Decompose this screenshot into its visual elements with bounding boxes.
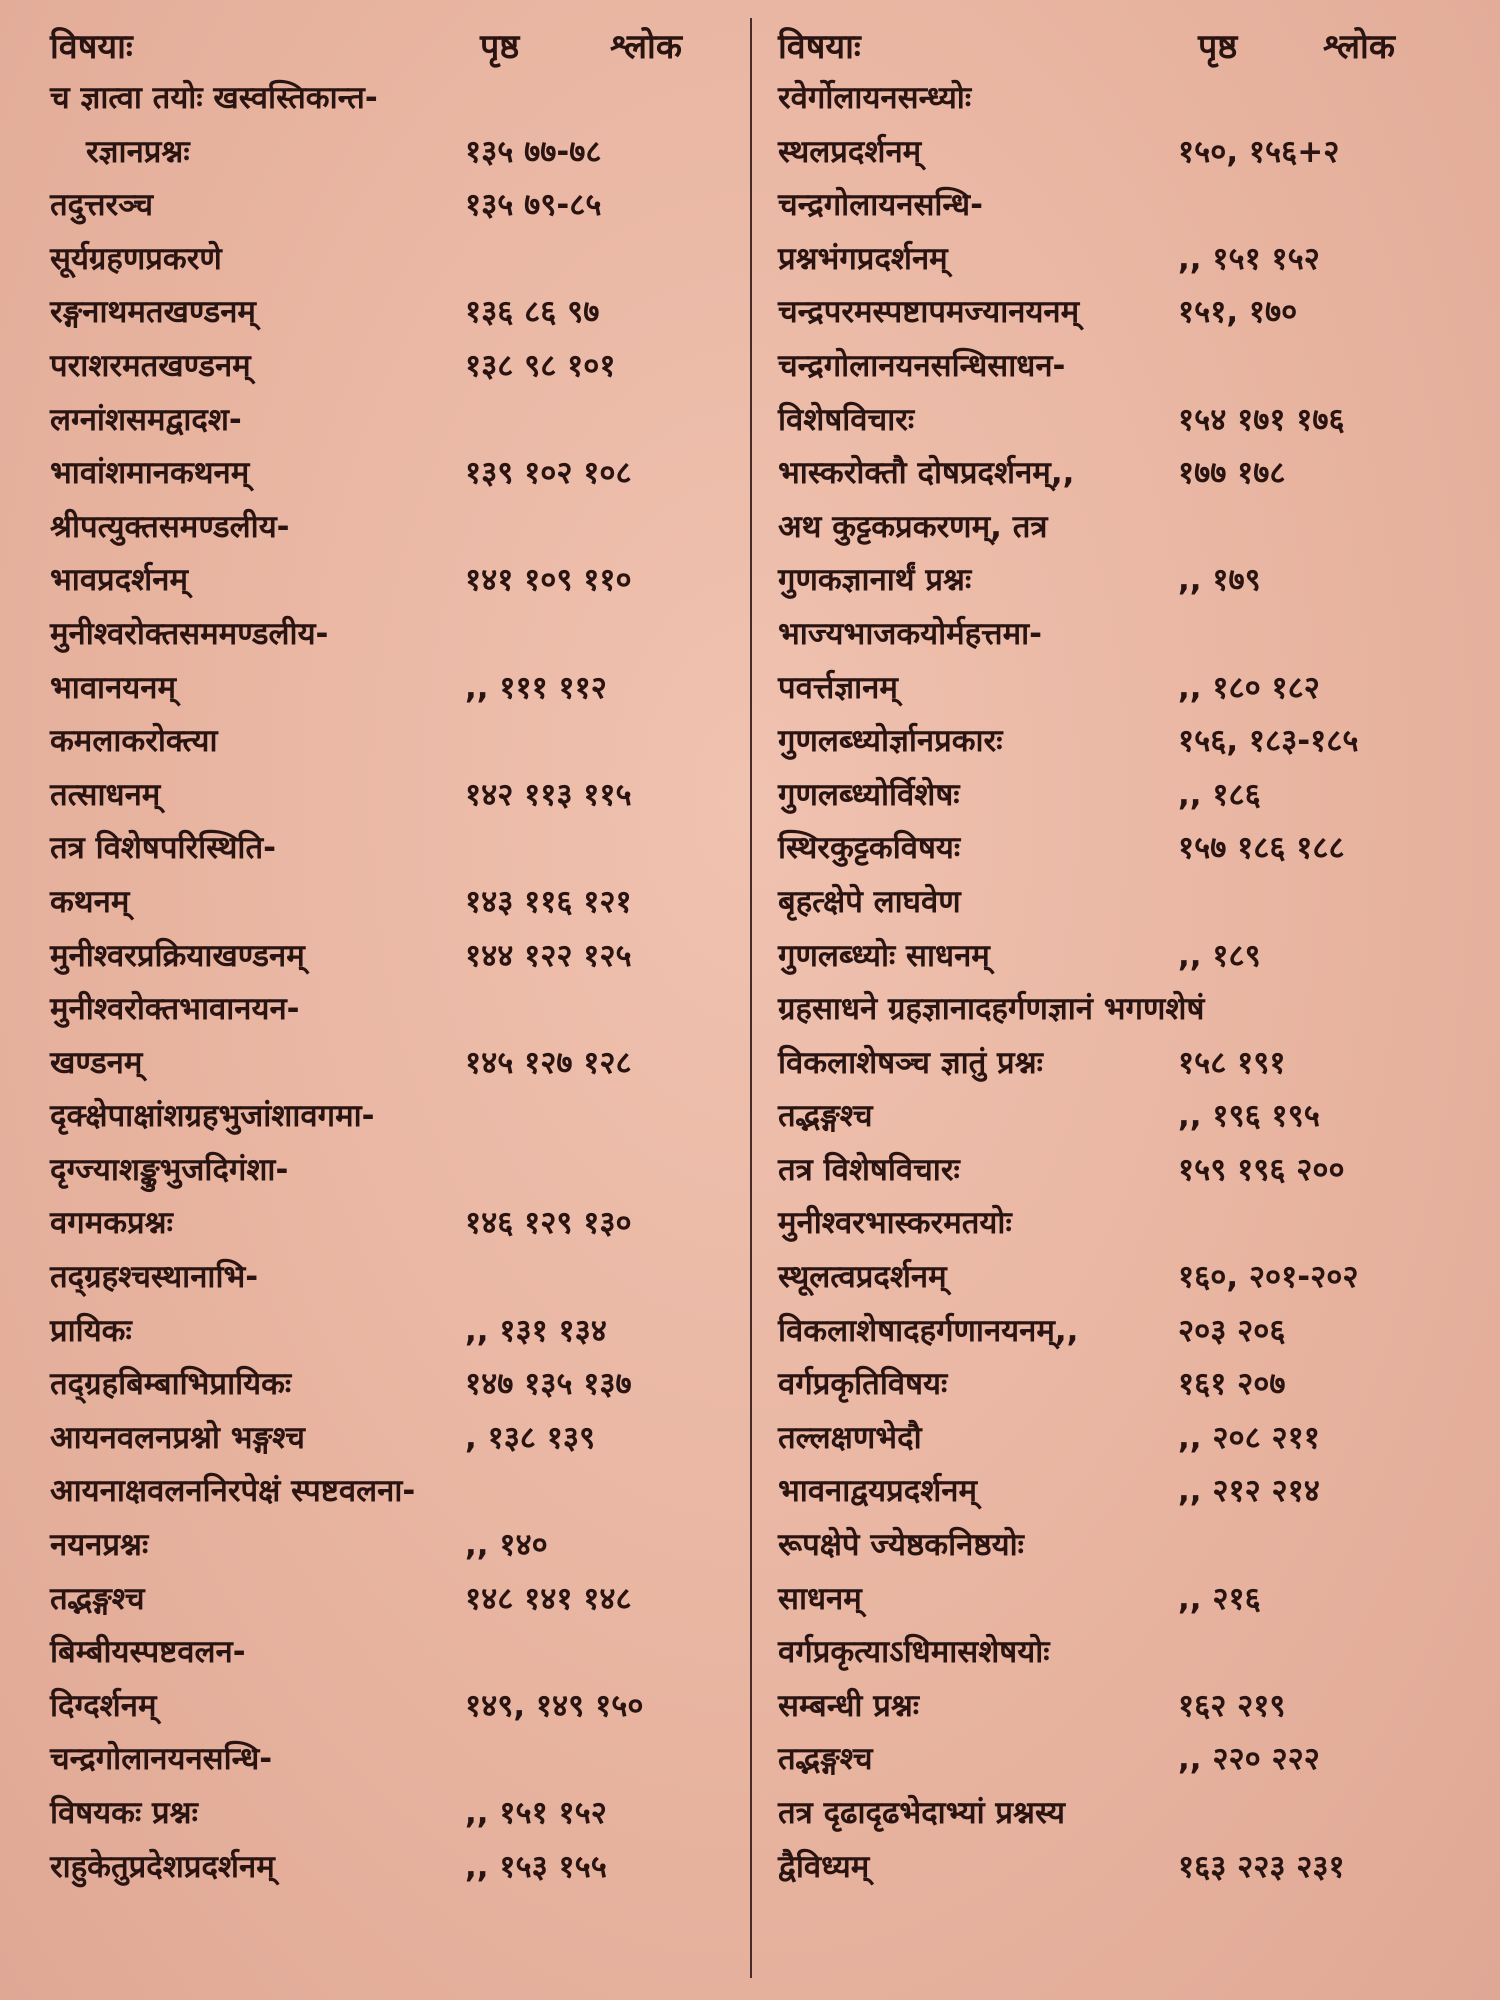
contents-entry	[50, 1195, 750, 1249]
entry-title: मुनीश्वरभास्करमतयोः	[778, 1205, 1012, 1242]
entry-title: भावांशमानकथनम्	[50, 455, 250, 492]
entry-page-shloka: ,, १८६	[1178, 776, 1261, 813]
entry-title: खण्डनम्	[50, 1044, 143, 1081]
contents-entry	[778, 1571, 1468, 1625]
contents-entry	[50, 392, 750, 446]
entry-page-shloka: ,, १७९	[1178, 562, 1261, 599]
contents-entry	[778, 928, 1468, 982]
entry-page-shloka: ,, १४०	[465, 1527, 548, 1564]
contents-entry	[50, 1088, 750, 1142]
column-divider	[750, 18, 752, 1978]
entry-title: गुणलब्ध्योर्विशेषः	[778, 776, 960, 813]
entry-page-shloka: १४२ ११३ ११५	[465, 776, 632, 813]
contents-entry	[50, 1142, 750, 1196]
entry-title: विषयकः प्रश्नः	[50, 1795, 198, 1831]
entry-title: तद्भङ्गश्च	[50, 1580, 145, 1617]
contents-entry	[778, 1731, 1468, 1785]
contents-entry	[778, 606, 1468, 660]
entry-title: कमलाकरोक्त्या	[50, 723, 218, 760]
contents-entry	[50, 552, 750, 606]
entry-page-shloka: १६१ २०७	[1178, 1366, 1286, 1403]
contents-entry	[778, 284, 1468, 338]
entry-title: तत्र दृढादृढभेदाभ्यां प्रश्नस्य	[778, 1795, 1066, 1831]
contents-entry	[778, 392, 1468, 446]
contents-entry	[50, 124, 750, 178]
entry-title: पराशरमतखण्डनम्	[50, 347, 251, 384]
contents-entry	[778, 820, 1468, 874]
right-header	[778, 18, 1468, 70]
entry-title: तत्साधनम्	[50, 776, 161, 813]
contents-entry	[778, 338, 1468, 392]
entry-title: विकलाशेषादहर्गणानयनम्,,	[778, 1312, 1079, 1349]
entry-title: दृग्ज्याशङ्कुभुजदिगंशा-	[50, 1151, 289, 1188]
entry-page-shloka: १५६, १८३-१८५	[1178, 723, 1359, 760]
entry-title: राहुकेतुप्रदेशप्रदर्शनम्	[50, 1848, 275, 1885]
entry-page-shloka: ,, १५३ १५५	[465, 1848, 607, 1885]
entry-title: च ज्ञात्वा तयोः खस्वस्तिकान्त-	[50, 80, 378, 116]
entry-title: रज्ञानप्रश्नः	[86, 133, 190, 170]
entry-title: सूर्यग्रहणप्रकरणे	[50, 240, 222, 277]
entry-page-shloka: १३८ ९८ १०१	[465, 347, 616, 384]
entry-title: विशेषविचारः	[778, 401, 915, 438]
entry-title: साधनम्	[778, 1580, 862, 1617]
contents-entry	[50, 1517, 750, 1571]
entry-title: स्थलप्रदर्शनम्	[778, 133, 922, 170]
entry-title: प्रायिकः	[50, 1312, 132, 1349]
entry-title: बृहत्क्षेपे लाघवेण	[778, 883, 961, 920]
entry-title: गुणकज्ञानार्थं प्रश्नः	[778, 562, 972, 599]
entry-title: रूपक्षेपे ज्येष्ठकनिष्ठयोः	[778, 1527, 1024, 1564]
contents-entry	[50, 1410, 750, 1464]
contents-entry	[50, 338, 750, 392]
entry-title: लग्नांशसमद्वादश-	[50, 401, 242, 438]
entry-title: तद्भङ्गश्च	[778, 1098, 873, 1135]
contents-entry	[50, 1839, 750, 1893]
entry-title: भावनाद्वयप्रदर्शनम्	[778, 1473, 978, 1510]
entry-page-shloka: १६२ २१९	[1178, 1687, 1286, 1724]
contents-entry	[778, 1249, 1468, 1303]
entry-title: प्रश्नभंगप्रदर्शनम्	[778, 240, 948, 277]
contents-entry	[778, 499, 1468, 553]
contents-entry	[50, 284, 750, 338]
entry-title: चन्द्रगोलानयनसन्धिसाधन-	[778, 347, 1066, 384]
contents-entry	[778, 177, 1468, 231]
contents-entry	[50, 1463, 750, 1517]
entry-title: गुणलब्ध्योर्ज्ञानप्रकारः	[778, 723, 1003, 760]
contents-entry	[778, 1517, 1468, 1571]
contents-entry	[50, 713, 750, 767]
entry-title: तद्भङ्गश्च	[778, 1741, 873, 1778]
entry-page-shloka: १५१, १७०	[1178, 294, 1298, 331]
contents-entry	[50, 1785, 750, 1839]
contents-entry	[778, 1035, 1468, 1089]
shloka-heading: श्लोक	[1323, 27, 1395, 67]
right-column	[778, 18, 1468, 1892]
entry-title: तत्र विशेषपरिस्थिति-	[50, 830, 276, 867]
shloka-heading: श्लोक	[610, 27, 682, 67]
entry-title: सम्बन्धी प्रश्नः	[778, 1687, 920, 1724]
entry-title: मुनीश्वरप्रक्रियाखण्डनम्	[50, 937, 305, 974]
entry-title: आयनवलनप्रश्नो भङ्गश्च	[50, 1419, 305, 1456]
contents-entry	[778, 124, 1468, 178]
entry-title: तदुत्तरञ्च	[50, 187, 154, 224]
contents-entry	[778, 231, 1468, 285]
entry-page-shloka: १५०, १५६+२	[1178, 133, 1340, 170]
entry-page-shloka: १३६ ८६ ९७	[465, 294, 600, 331]
entry-page-shloka: ,, १५१ १५२	[465, 1795, 607, 1831]
entry-title: मुनीश्वरोक्तसममण्डलीय-	[50, 615, 329, 652]
contents-entry	[50, 1356, 750, 1410]
entry-title: मुनीश्वरोक्तभावानयन-	[50, 991, 300, 1028]
entry-page-shloka: १५४ १७१ १७६	[1178, 401, 1345, 438]
entry-page-shloka: ,, १३१ १३४	[465, 1312, 607, 1349]
contents-entry	[778, 1356, 1468, 1410]
contents-entry	[50, 231, 750, 285]
entry-title: भास्करोक्तौ दोषप्रदर्शनम्,,	[778, 455, 1075, 492]
left-header	[50, 18, 750, 70]
contents-entry	[778, 1839, 1468, 1893]
contents-entry	[778, 1463, 1468, 1517]
entry-title: गुणलब्ध्योः साधनम्	[778, 937, 990, 974]
entry-title: रङ्गनाथमतखण्डनम्	[50, 294, 256, 331]
contents-entry	[50, 1678, 750, 1732]
entry-title: तल्लक्षणभेदौ	[778, 1419, 922, 1456]
entry-page-shloka: १३५ ७७-७८	[465, 133, 602, 170]
contents-entry	[778, 1142, 1468, 1196]
contents-entry	[50, 1303, 750, 1357]
contents-entry	[778, 660, 1468, 714]
entry-page-shloka: ,, २२० २२२	[1178, 1741, 1320, 1778]
contents-entry	[778, 713, 1468, 767]
contents-entry	[778, 445, 1468, 499]
entry-title: विकलाशेषञ्च ज्ञातुं प्रश्नः	[778, 1044, 1043, 1081]
entry-title: वर्गप्रकृतिविषयः	[778, 1366, 948, 1403]
entry-title: भाज्यभाजकयोर्महत्तमा-	[778, 615, 1043, 652]
contents-entry	[778, 874, 1468, 928]
contents-entry	[778, 552, 1468, 606]
contents-entry	[50, 70, 750, 124]
entry-page-shloka: ,, २१६	[1178, 1580, 1261, 1617]
contents-entry	[778, 1303, 1468, 1357]
entry-title: ग्रहसाधने ग्रहज्ञानादहर्गणज्ञानं भगणशेषं	[778, 991, 1205, 1028]
entry-title: भावानयनम्	[50, 669, 177, 706]
entry-title: पवर्त्तज्ञानम्	[778, 669, 898, 706]
entry-page-shloka: १४३ ११६ १२१	[465, 883, 632, 920]
contents-entry	[50, 820, 750, 874]
entry-title: स्थूलत्वप्रदर्शनम्	[778, 1259, 947, 1296]
entry-page-shloka: १४६ १२९ १३०	[465, 1205, 632, 1242]
entry-title: श्रीपत्युक्तसमण्डलीय-	[50, 508, 290, 545]
contents-entry	[50, 177, 750, 231]
entry-title: चन्द्रगोलानयनसन्धि-	[50, 1741, 273, 1778]
entry-title: दृक्क्षेपाक्षांशग्रहभुजांशावगमा-	[50, 1098, 375, 1135]
entry-page-shloka: ,, २१२ २१४	[1178, 1473, 1320, 1510]
contents-entry	[778, 1624, 1468, 1678]
contents-entry	[50, 1571, 750, 1625]
entry-page-shloka: ,, १११ ११२	[465, 669, 607, 706]
contents-entry	[50, 1731, 750, 1785]
entry-title: कथनम्	[50, 883, 130, 920]
entry-page-shloka: १४८ १४१ १४८	[465, 1580, 632, 1617]
entry-page-shloka: १३९ १०२ १०८	[465, 455, 632, 492]
contents-entry	[50, 928, 750, 982]
entry-page-shloka: १४५ १२७ १२८	[465, 1044, 632, 1081]
contents-entry	[778, 1410, 1468, 1464]
contents-entry	[50, 660, 750, 714]
entry-page-shloka: ,, १९६ १९५	[1178, 1098, 1320, 1135]
entry-page-shloka: १५९ १९६ २००	[1178, 1151, 1345, 1188]
contents-entry	[778, 1195, 1468, 1249]
subject-heading: विषयाः	[778, 27, 861, 67]
contents-entry	[50, 874, 750, 928]
entry-title: तद्ग्रहबिम्बाभिप्रायिकः	[50, 1366, 292, 1403]
entry-title: बिम्बीयस्पष्टवलन-	[50, 1634, 246, 1671]
entry-title: भावप्रदर्शनम्	[50, 562, 188, 599]
entry-title: दिग्दर्शनम्	[50, 1687, 157, 1724]
entry-page-shloka: ,, १८० १८२	[1178, 669, 1320, 706]
entry-title: द्वैविध्यम्	[778, 1848, 870, 1885]
contents-entry	[50, 445, 750, 499]
entry-page-shloka: १४१ १०९ ११०	[465, 562, 632, 599]
entry-page-shloka: १७७ १७८	[1178, 455, 1286, 492]
contents-entry	[50, 606, 750, 660]
entry-page-shloka: १५७ १८६ १८८	[1178, 830, 1345, 867]
contents-entry	[50, 981, 750, 1035]
entry-page-shloka: १५८ १९१	[1178, 1044, 1286, 1081]
left-column	[50, 18, 750, 1892]
entry-page-shloka: २०३ २०६	[1178, 1312, 1286, 1349]
entry-page-shloka: ,, १५१ १५२	[1178, 240, 1320, 277]
entry-title: तत्र विशेषविचारः	[778, 1151, 960, 1188]
contents-entry	[778, 1785, 1468, 1839]
entry-title: अथ कुट्टकप्रकरणम्, तत्र	[778, 508, 1048, 545]
left-entry-list	[50, 70, 750, 1892]
entry-title: स्थिरकुट्टकविषयः	[778, 830, 961, 867]
entry-page-shloka: १६३ २२३ २३१	[1178, 1848, 1345, 1885]
entry-page-shloka: १३५ ७९-८५	[465, 187, 602, 224]
page-heading: पृष्ठ	[1198, 27, 1238, 67]
contents-entry	[778, 1678, 1468, 1732]
entry-title: नयनप्रश्नः	[50, 1527, 149, 1564]
entry-title: तद्ग्रहश्चस्थानाभि-	[50, 1259, 259, 1296]
entry-page-shloka: १४४ १२२ १२५	[465, 937, 632, 974]
contents-entry	[50, 1035, 750, 1089]
entry-title: चन्द्रपरमस्पष्टापमज्यानयनम्	[778, 294, 1080, 331]
entry-page-shloka: १६०, २०१-२०२	[1178, 1259, 1359, 1296]
contents-entry	[778, 70, 1468, 124]
page-heading: पृष्ठ	[480, 27, 520, 67]
entry-title: वर्गप्रकृत्याऽधिमासशेषयोः	[778, 1634, 1050, 1671]
entry-page-shloka: १४९, १४९ १५०	[465, 1687, 644, 1724]
subject-heading: विषयाः	[50, 27, 133, 67]
entry-title: वगमकप्रश्नः	[50, 1205, 173, 1242]
entry-page-shloka: १४७ १३५ १३७	[465, 1366, 632, 1403]
entry-page-shloka: , १३८ १३९	[465, 1419, 596, 1456]
entry-title: आयनाक्षवलननिरपेक्षं स्पष्टवलना-	[50, 1473, 416, 1510]
contents-entry	[778, 767, 1468, 821]
right-entry-list	[778, 70, 1468, 1892]
contents-entry	[50, 767, 750, 821]
contents-entry	[778, 1088, 1468, 1142]
entry-title: चन्द्रगोलायनसन्धि-	[778, 187, 983, 224]
entry-page-shloka: ,, १८९	[1178, 937, 1261, 974]
contents-entry	[50, 1624, 750, 1678]
entry-title: रवेर्गोलायनसन्ध्योः	[778, 80, 972, 116]
contents-entry	[778, 981, 1468, 1035]
contents-entry	[50, 1249, 750, 1303]
entry-page-shloka: ,, २०८ २११	[1178, 1419, 1320, 1456]
contents-entry	[50, 499, 750, 553]
